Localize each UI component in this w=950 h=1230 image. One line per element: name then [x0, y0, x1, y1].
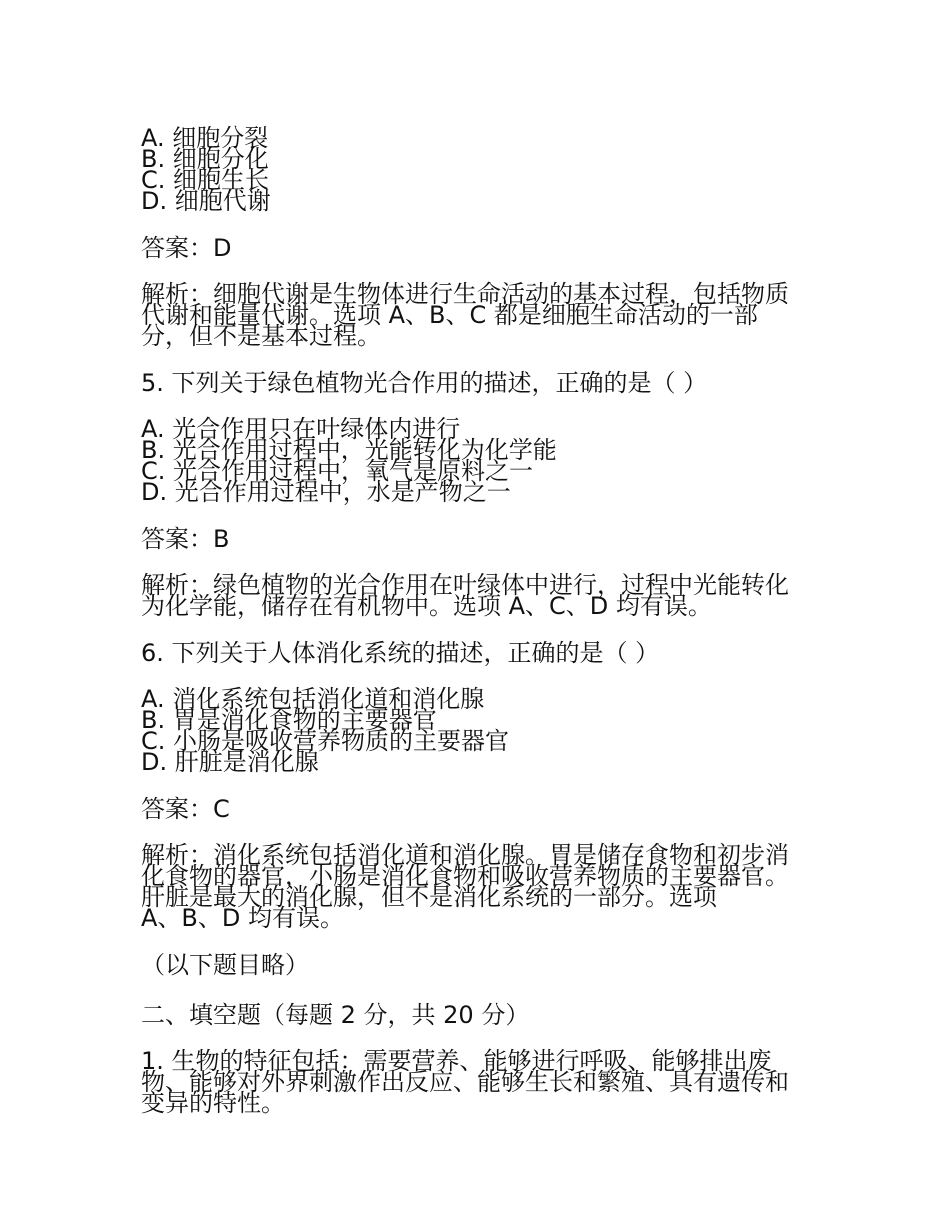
- analysis-line: 解析：消化系统包括消化道和消化腺。胃是储存食物和初步消: [141, 841, 789, 869]
- analysis-line: 代谢和能量代谢。选项 A、B、C 都是细胞生命活动的一部: [141, 301, 758, 329]
- answer-text: 答案：D: [141, 234, 232, 262]
- option-b: B. 细胞分化: [141, 145, 269, 173]
- document-page: [141, 124, 821, 1136]
- analysis-line: 为化学能，储存在有机物中。选项 A、C、D 均有误。: [141, 592, 712, 620]
- q6-question: [141, 639, 821, 667]
- omitted-note: [141, 951, 821, 979]
- analysis-line: 肝脏是最大的消化腺，但不是消化系统的一部分。选项: [141, 883, 717, 911]
- analysis-line: 解析：细胞代谢是生物体进行生命活动的基本过程，包括物质: [141, 280, 789, 308]
- option-a: A. 细胞分裂: [141, 124, 269, 152]
- option-a: A. 光合作用只在叶绿体内进行: [141, 415, 461, 443]
- question-text: 6. 下列关于人体消化系统的描述，正确的是（ ）: [141, 639, 660, 667]
- q4-answer: [141, 234, 821, 262]
- q6-answer: [141, 795, 821, 823]
- q4-options: [141, 124, 821, 215]
- option-d: D. 肝脏是消化腺: [141, 748, 319, 776]
- q6-options: [141, 685, 821, 776]
- q5-analysis: [141, 571, 821, 620]
- analysis-line: 化食物的器官，小肠是消化食物和吸收营养物质的主要器官。: [141, 862, 789, 890]
- fill-question-1: [141, 1047, 821, 1117]
- answer-text: 答案：B: [141, 525, 230, 553]
- omitted-text: （以下题目略）: [141, 951, 309, 979]
- option-a: A. 消化系统包括消化道和消化腺: [141, 685, 485, 713]
- option-b: B. 光合作用过程中，光能转化为化学能: [141, 436, 557, 464]
- section-title: 二、填空题（每题 2 分，共 20 分）: [141, 1001, 530, 1029]
- q5-question: [141, 369, 821, 397]
- question-line: 1. 生物的特征包括：需要营养、能够进行呼吸、能够排出废: [141, 1047, 772, 1075]
- q4-analysis: [141, 280, 821, 350]
- q6-analysis: [141, 841, 821, 932]
- option-b: B. 胃是消化食物的主要器官: [141, 706, 437, 734]
- option-c: C. 细胞生长: [141, 166, 270, 194]
- section-heading: [141, 1001, 821, 1029]
- question-line: 变异的特性。: [141, 1089, 285, 1117]
- option-c: C. 光合作用过程中，氧气是原料之一: [141, 457, 534, 485]
- option-d: D. 细胞代谢: [141, 187, 271, 215]
- analysis-line: 解析：绿色植物的光合作用在叶绿体中进行，过程中光能转化: [141, 571, 789, 599]
- answer-text: 答案：C: [141, 795, 230, 823]
- question-text: 5. 下列关于绿色植物光合作用的描述，正确的是（ ）: [141, 369, 708, 397]
- q5-options: [141, 415, 821, 506]
- q5-answer: [141, 525, 821, 553]
- option-d: D. 光合作用过程中，水是产物之一: [141, 478, 511, 506]
- analysis-line: A、B、D 均有误。: [141, 904, 344, 932]
- analysis-line: 分，但不是基本过程。: [141, 322, 381, 350]
- option-c: C. 小肠是吸收营养物质的主要器官: [141, 727, 510, 755]
- question-line: 物、能够对外界刺激作出反应、能够生长和繁殖、具有遗传和: [141, 1068, 789, 1096]
